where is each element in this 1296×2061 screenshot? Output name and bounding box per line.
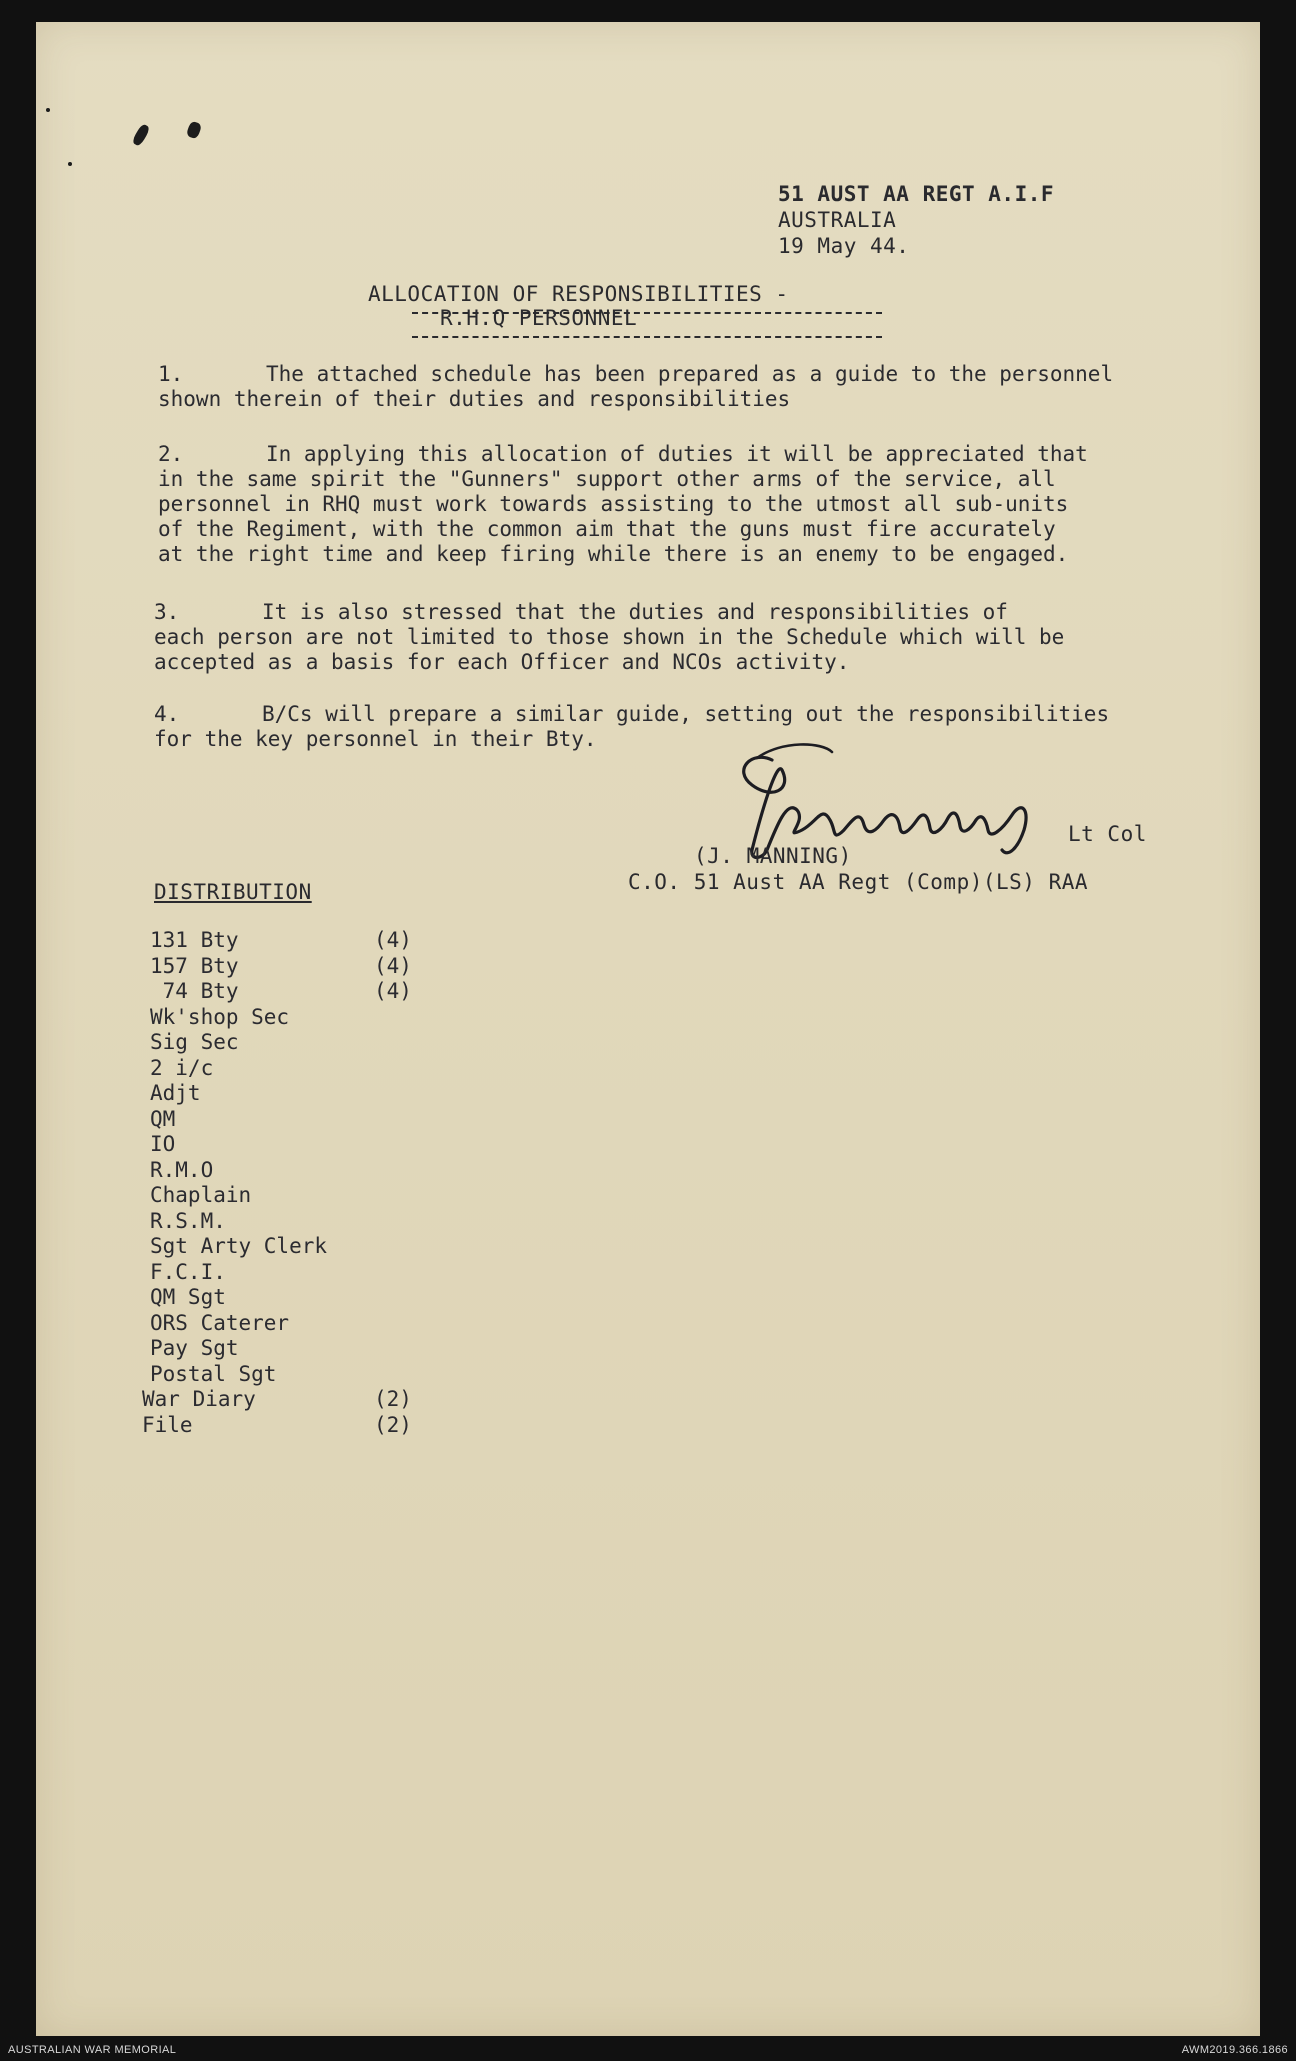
distribution-item-count: (4)	[374, 953, 412, 978]
distribution-item-label: QM Sgt	[150, 1285, 226, 1309]
footer-right: AWM2019.366.1866	[1181, 2044, 1288, 2056]
distribution-item	[150, 979, 239, 1004]
paragraph-line: in the same spirit the "Gunners" support other arms of the service, all	[158, 467, 1056, 491]
distribution-item	[150, 1336, 239, 1361]
distribution-item-count: (2)	[374, 1387, 412, 1411]
paragraph-line: each person are not limited to those shown in the Schedule which will be	[154, 625, 1065, 649]
distribution-item-label: Sgt Arty Clerk	[150, 1234, 328, 1258]
document-page	[36, 22, 1260, 2036]
paragraph-number: 1.	[158, 362, 184, 386]
distribution-item-label: Pay Sgt	[150, 1336, 239, 1360]
paragraph-2	[158, 442, 1268, 567]
paragraph-line: It is also stressed that the duties and responsibilities of	[262, 600, 1008, 624]
distribution-item-count: (4)	[374, 979, 412, 1003]
distribution-item	[150, 1107, 175, 1132]
ink-mark	[186, 120, 203, 139]
distribution-item	[150, 954, 239, 979]
distribution-item	[150, 928, 239, 953]
signatory-rank: Lt Col	[1068, 822, 1147, 846]
distribution-item	[150, 1285, 226, 1310]
ink-speck	[68, 162, 72, 166]
paragraph-line: In applying this allocation of duties it will be appreciated that	[266, 442, 1088, 466]
paragraph-line: at the right time and keep firing while there is an enemy to be engaged.	[158, 542, 1069, 566]
paragraph-line: shown therein of their duties and responsibilities	[158, 387, 791, 411]
paragraph-1	[158, 362, 1268, 412]
distribution-item	[150, 1005, 289, 1030]
paragraph-line: personnel in RHQ must work towards assisting to the utmost all sub-units	[158, 492, 1069, 516]
paragraph-line: The attached schedule has been prepared as a guide to the personnel	[266, 362, 1114, 386]
signatory-name: (J. MANNING)	[694, 844, 852, 868]
distribution-item-label: F.C.I.	[150, 1259, 226, 1284]
distribution-item-label: R.S.M.	[150, 1208, 226, 1233]
distribution-item-label: Sig Sec	[150, 1030, 239, 1054]
ink-speck	[46, 108, 50, 112]
distribution-item	[150, 1081, 201, 1106]
paragraph-number: 3.	[154, 600, 180, 624]
unit-header-line1: 51 AUST AA REGT A.I.F	[778, 182, 1055, 206]
distribution-item-label: File	[142, 1412, 193, 1437]
signatory-title: C.O. 51 Aust AA Regt (Comp)(LS) RAA	[628, 870, 1089, 894]
distribution-item-count: (4)	[374, 928, 412, 952]
distribution-item	[150, 1183, 251, 1208]
paragraph-4	[154, 702, 1264, 752]
distribution-item	[150, 1056, 213, 1081]
document-date: 19 May 44.	[778, 234, 910, 258]
distribution-item	[150, 1030, 239, 1055]
distribution-item	[142, 1413, 193, 1438]
distribution-item	[150, 1158, 213, 1183]
paragraph-line: accepted as a basis for each Officer and NCOs activity.	[154, 650, 850, 674]
distribution-heading: DISTRIBUTION	[154, 880, 312, 904]
paragraph-line: B/Cs will prepare a similar guide, setting out the responsibilities	[262, 702, 1110, 726]
distribution-item-label: 2 i/c	[150, 1055, 214, 1080]
distribution-item-label: Adjt	[150, 1081, 201, 1105]
subtitle-underline	[412, 336, 882, 338]
footer-left: AUSTRALIAN WAR MEMORIAL	[8, 2044, 177, 2056]
distribution-item	[142, 1387, 256, 1412]
document-subtitle: R.H.Q PERSONNEL	[440, 306, 638, 330]
ink-mark	[131, 123, 151, 147]
distribution-item-label: Postal Sgt	[150, 1361, 277, 1386]
distribution-item-label: QM	[150, 1106, 176, 1131]
distribution-item	[150, 1260, 226, 1285]
document-title: ALLOCATION OF RESPONSIBILITIES -	[368, 282, 789, 306]
paragraph-line: of the Regiment, with the common aim that the guns must fire accurately	[158, 517, 1056, 541]
distribution-item-label: ORS Caterer	[150, 1310, 290, 1335]
distribution-item-label: 157 Bty	[150, 953, 239, 978]
paragraph-3	[154, 600, 1264, 675]
distribution-item-label: War Diary	[142, 1387, 256, 1411]
distribution-item-label: R.M.O	[150, 1157, 214, 1182]
distribution-item	[150, 1362, 276, 1387]
distribution-item-label: 131 Bty	[150, 928, 239, 952]
distribution-item-label: Wk'shop Sec	[150, 1004, 290, 1029]
paragraph-number: 4.	[154, 702, 180, 726]
distribution-item-label: 74 Bty	[150, 979, 239, 1003]
distribution-item	[150, 1234, 327, 1259]
paragraph-line: for the key personnel in their Bty.	[154, 727, 597, 751]
distribution-item	[150, 1132, 175, 1157]
distribution-item-count: (2)	[374, 1412, 412, 1437]
unit-header-line2: AUSTRALIA	[778, 208, 897, 232]
paragraph-number: 2.	[158, 442, 184, 466]
distribution-item-label: Chaplain	[150, 1183, 252, 1207]
distribution-item-label: IO	[150, 1132, 176, 1156]
distribution-item	[150, 1311, 289, 1336]
distribution-item	[150, 1209, 226, 1234]
